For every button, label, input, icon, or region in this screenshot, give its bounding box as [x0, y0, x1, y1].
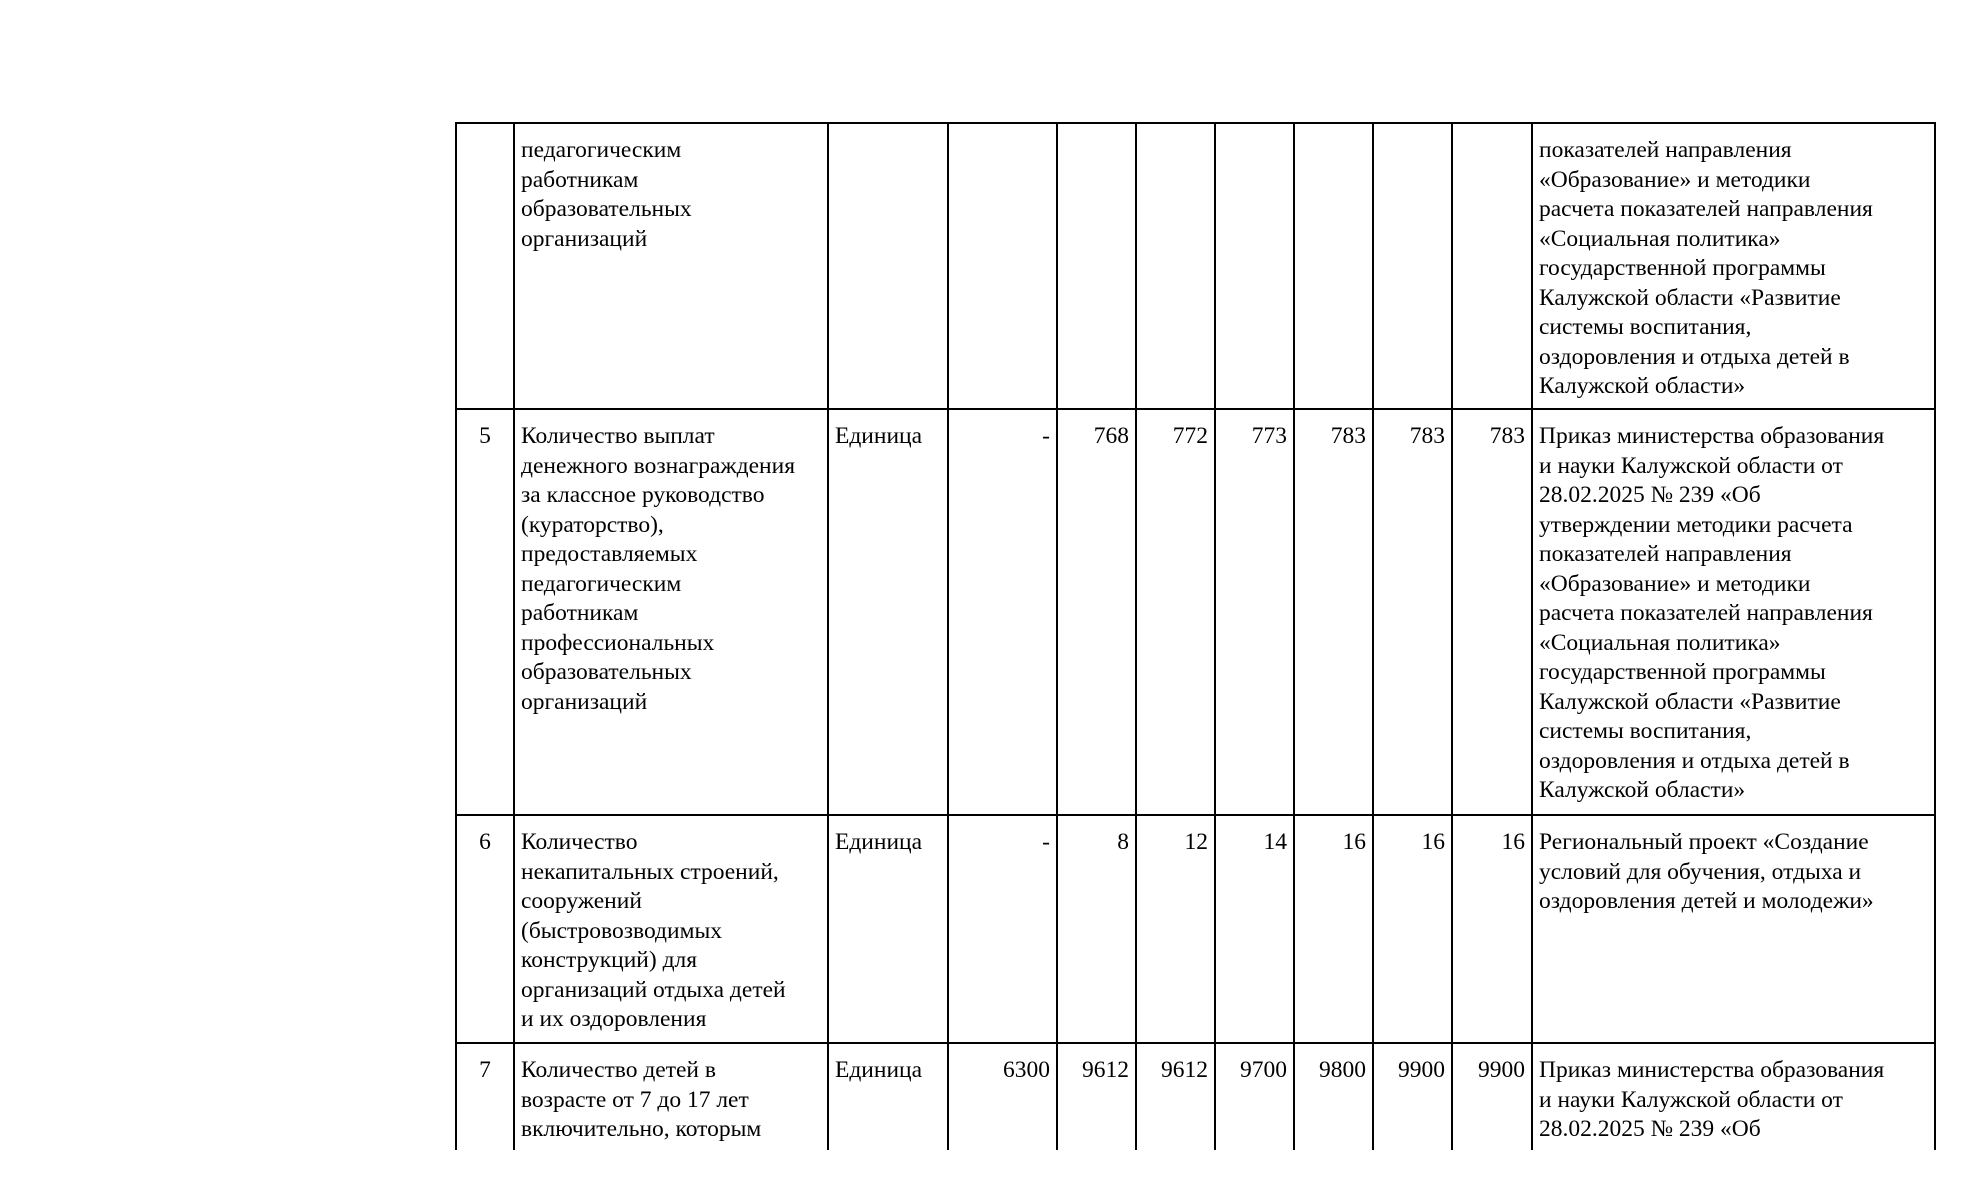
- value-cell: [1452, 123, 1532, 409]
- indicator-name: Количество детей в возрасте от 7 до 17 лет включительно, которым: [514, 1043, 828, 1150]
- value-cell: [1136, 123, 1215, 409]
- indicator-name: педагогическим работникам образовательных организаций: [514, 123, 828, 409]
- table-row: [456, 123, 1935, 409]
- value-cell: [1373, 123, 1452, 409]
- source-document-cell: показателей направления «Образование» и методики расчета показателей направления «Социальная политика» государственной программы Калужской области «Развитие системы воспитания, оздоровления и отдыха детей в Калужской области»: [1532, 123, 1935, 409]
- value-cell: 16: [1294, 815, 1373, 1043]
- value-cell: 9612: [1136, 1043, 1215, 1150]
- source-document-cell: Региональный проект «Создание условий для обучения, отдыха и оздоровления детей и молодежи»: [1532, 815, 1935, 1043]
- row-number: [456, 123, 514, 409]
- value-cell: 14: [1215, 815, 1294, 1043]
- source-document-cell: Приказ министерства образования и науки Калужской области от 28.02.2025 № 239 «Об: [1532, 1043, 1935, 1150]
- value-cell: 9800: [1294, 1043, 1373, 1150]
- value-cell: 16: [1373, 815, 1452, 1043]
- value-cell: [1057, 123, 1136, 409]
- value-cell: [1215, 123, 1294, 409]
- value-cell: 12: [1136, 815, 1215, 1043]
- value-cell: 9700: [1215, 1043, 1294, 1150]
- row-number: 5: [456, 409, 514, 815]
- row-number: 6: [456, 815, 514, 1043]
- value-cell: 773: [1215, 409, 1294, 815]
- indicator-name: Количество некапитальных строений, сооружений (быстровозводимых конструкций) для организаций отдыха детей и их оздоровления: [514, 815, 828, 1043]
- indicators-table: [455, 122, 1936, 1150]
- value-cell: [948, 123, 1057, 409]
- source-document-cell: Приказ министерства образования и науки Калужской области от 28.02.2025 № 239 «Об утверждении методики расчета показателей направления «Образование» и методики расчета показателей направления «Социальная политика» государственной программы Калужской области «Развитие системы воспитания, оздоровления и отдыха детей в Калужской области»: [1532, 409, 1935, 815]
- unit-cell: Единица: [828, 815, 948, 1043]
- value-cell: -: [948, 409, 1057, 815]
- table-row: [456, 815, 1935, 1043]
- value-cell: -: [948, 815, 1057, 1043]
- table-row: [456, 1043, 1935, 1150]
- value-cell: 772: [1136, 409, 1215, 815]
- value-cell: 9900: [1373, 1043, 1452, 1150]
- value-cell: 9900: [1452, 1043, 1532, 1150]
- value-cell: 783: [1373, 409, 1452, 815]
- unit-cell: [828, 123, 948, 409]
- indicator-name: Количество выплат денежного вознаграждения за классное руководство (кураторство), предоставляемых педагогическим работникам профессиональных образовательных организаций: [514, 409, 828, 815]
- unit-cell: Единица: [828, 409, 948, 815]
- value-cell: 8: [1057, 815, 1136, 1043]
- value-cell: 768: [1057, 409, 1136, 815]
- table-row: [456, 409, 1935, 815]
- value-cell: [1294, 123, 1373, 409]
- value-cell: 16: [1452, 815, 1532, 1043]
- value-cell: 9612: [1057, 1043, 1136, 1150]
- row-number: 7: [456, 1043, 514, 1150]
- value-cell: 6300: [948, 1043, 1057, 1150]
- value-cell: 783: [1452, 409, 1532, 815]
- unit-cell: Единица: [828, 1043, 948, 1150]
- value-cell: 783: [1294, 409, 1373, 815]
